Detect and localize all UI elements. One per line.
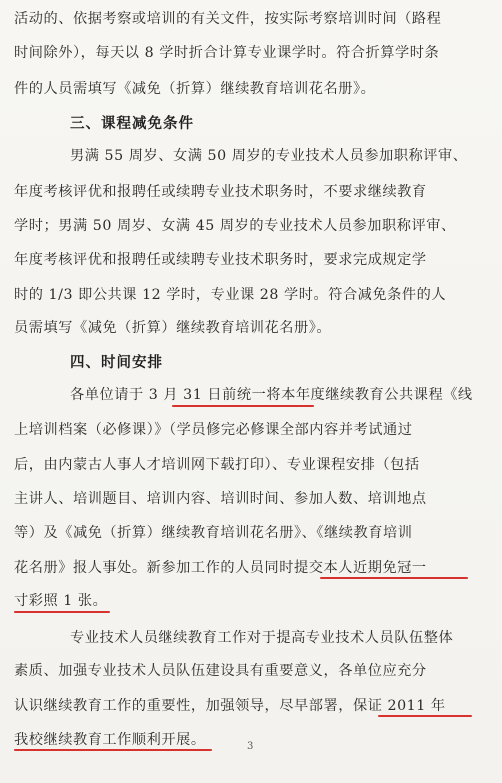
body-line: 素质、加强专业技术人员队伍建设具有重要意义，各单位应充分 [14,663,427,679]
page-number: 3 [247,741,254,752]
body-line: 等）及《减免（折算）继续教育培训花名册》、《继续教育培训 [14,525,413,541]
body-line: 男满 55 周岁、女满 50 周岁的专业技术人员参加职称评审、 [70,148,468,164]
body-line: 时的 1/3 即公共课 12 学时，专业课 28 学时。符合减免条件的人 [14,287,447,303]
body-line: 学时；男满 50 周岁、女满 45 周岁的专业技术人员参加职称评审、 [14,218,456,234]
body-line: 主讲人、培训题目、培训内容、培训时间、参加人数、培训地点 [14,491,427,507]
body-line: 后，由内蒙古人事人才培训网下载打印）、专业课程安排（包括 [14,457,420,473]
body-line: 活动的、依据考察或培训的有关文件，按实际考察培训时间（路程 [14,11,442,27]
body-line: 我校继续教育工作顺利开展。 [14,732,206,748]
body-line: 上培训档案（必修课）》（学员修完必修课全部内容并考试通过 [14,422,413,438]
body-line: 件的人员需填写《减免（折算）继续教育培训花名册》。 [14,81,376,97]
body-line: 年度考核评优和报聘任或续聘专业技术职务时，要求完成规定学 [14,252,427,268]
section-heading: 三、课程减免条件 [70,116,194,132]
body-line: 认识继续教育工作的重要性，加强领导，尽早部署，保证 2011 年 [14,698,446,714]
body-line: 寸彩照 1 张。 [14,593,108,609]
pen-underline-mark [320,577,468,579]
pen-underline-mark [14,749,212,751]
pen-underline-mark [172,405,314,407]
body-line: 时间除外），每天以 8 学时折合计算专业课学时。符合折算学时条 [14,45,440,61]
body-line: 年度考核评优和报聘任或续聘专业技术职务时，不要求继续教育 [14,184,427,200]
pen-underline-mark [378,715,472,717]
pen-underline-mark [14,611,110,613]
body-line: 花名册》报人事处。新参加工作的人员同时提交本人近期免冠一 [14,560,427,576]
body-line: 各单位请于 3 月 31 日前统一将本年度继续教育公共课程《线 [70,387,473,403]
body-line: 员需填写《减免（折算）继续教育培训花名册》。 [14,320,332,336]
body-line: 专业技术人员继续教育工作对于提高专业技术人员队伍整体 [70,630,454,646]
section-heading: 四、时间安排 [70,355,163,371]
